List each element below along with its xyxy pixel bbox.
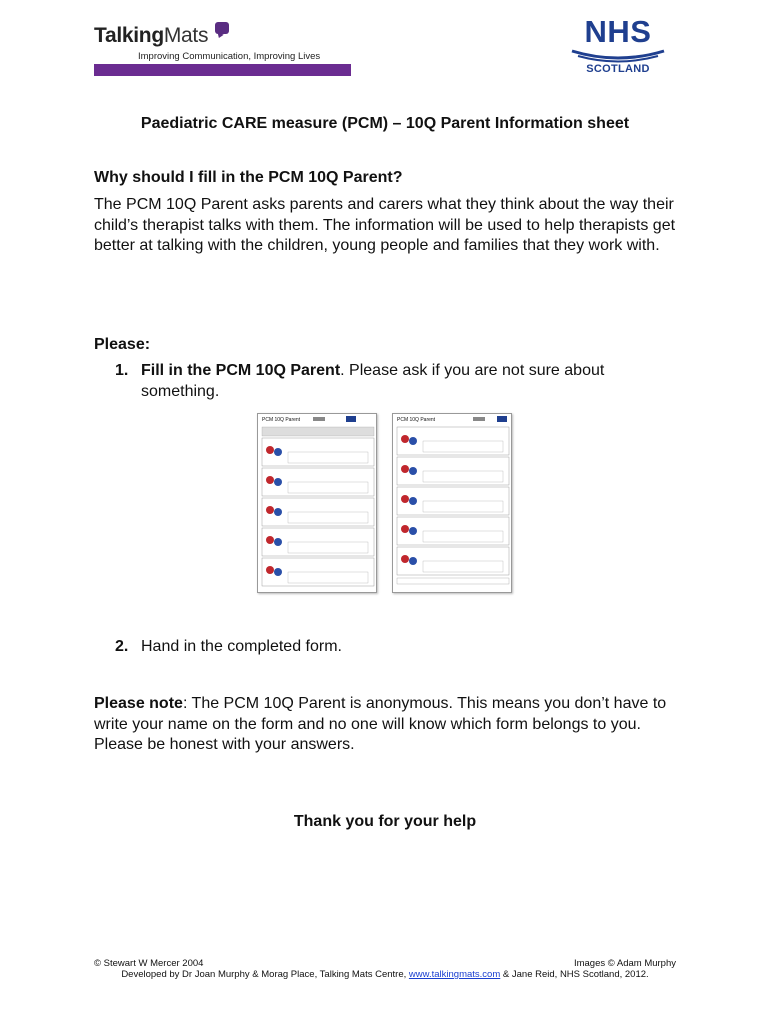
please-heading: Please: [94,336,151,353]
speech-bubble-icon [215,22,229,34]
step-2-number: 2. [115,638,129,655]
step-1 [115,361,695,402]
form-thumbnail-page-1 [257,413,377,593]
purple-bar [94,64,351,76]
thumbnail-title: PCM 10Q Parent [397,417,436,423]
brand-talking: Talking [94,24,164,47]
please-note [94,694,694,756]
talkingmats-link[interactable]: www.talkingmats.com [408,969,501,980]
brand-mats: Mats [163,24,209,47]
please-note-label: Please note [94,695,183,712]
step-1-continued: something. [141,382,220,400]
step-1-rest: . Please ask if you are not sure about [340,362,605,379]
developed-by-post: & Jane Reid, NHS Scotland, 2012. [500,969,649,980]
thank-you: Thank you for your help [293,813,477,830]
copyright: © Stewart W Mercer 2004 [94,958,204,969]
step-2-text: Hand in the completed form. [141,638,342,655]
nhs-scotland-logo [570,14,666,78]
why-body: The PCM 10Q Parent asks parents and carers what they think about the way their child’s therapist talks with them. The information will be used to help therapists get better at talking with the children, young people and families that they work with. [94,196,676,254]
talking-mats-logo [94,22,354,80]
why-heading: Why should I fill in the PCM 10Q Parent? [94,169,403,186]
nhs-wordmark: NHS [584,14,652,49]
saltire-wave-icon [570,47,666,63]
form-preview-1-graphic [258,414,378,594]
tagline: Improving Communication, Improving Lives [138,51,321,62]
developed-by-pre: Developed by Dr Joan Murphy & Morag Place, Talking Mats Centre, [121,969,409,980]
form-thumbnail-page-2 [392,413,512,593]
step-1-bold: Fill in the PCM 10Q Parent [141,362,341,379]
please-note-text: : The PCM 10Q Parent is anonymous. This means you don’t have to write your name on the form and no one will know which form belongs to you. Please be honest with your answers. [94,695,667,753]
step-2 [115,637,695,658]
developed-by [0,969,770,980]
thumbnail-title: PCM 10Q Parent [262,417,301,423]
form-preview-2-graphic [393,414,513,594]
scotland-wordmark: SCOTLAND [586,63,650,75]
step-1-number: 1. [115,362,129,379]
page-title: Paediatric CARE measure (PCM) – 10Q Parent Information sheet [140,115,630,132]
images-credit: Images © Adam Murphy [573,958,676,969]
